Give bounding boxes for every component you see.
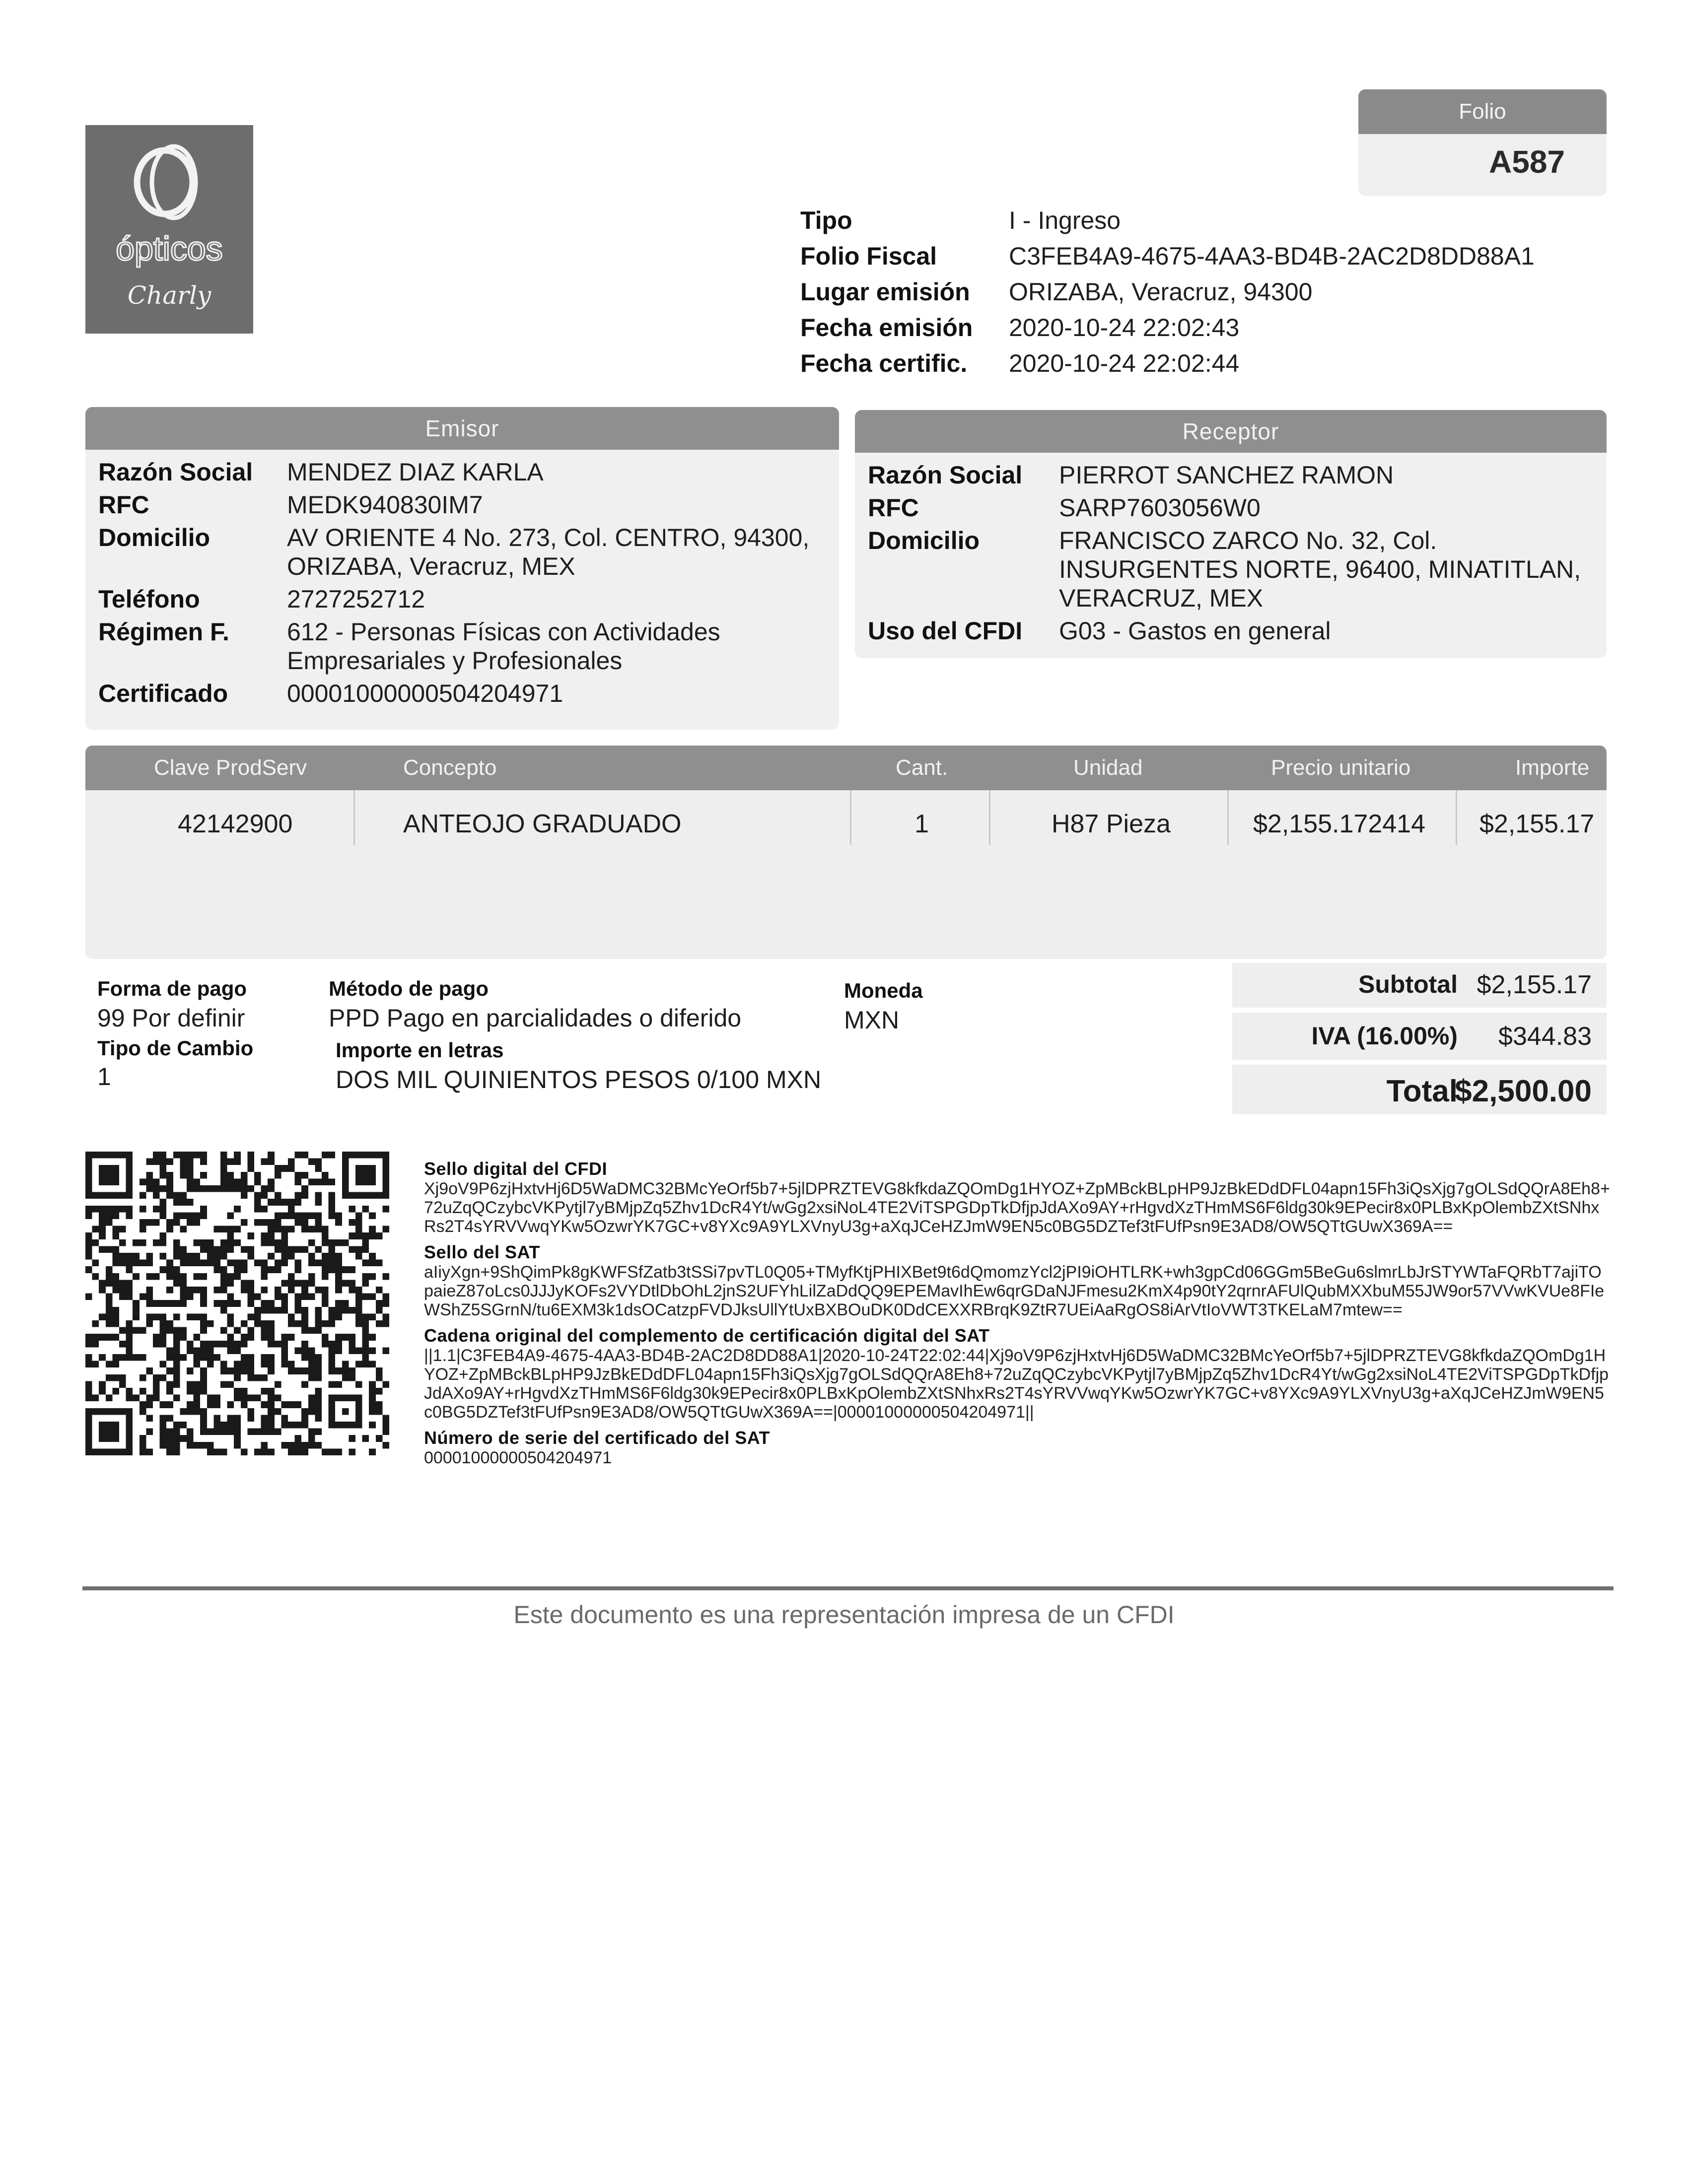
moneda-label: Moneda	[844, 979, 923, 1002]
header-value: C3FEB4A9-4675-4AA3-BD4B-2AC2D8DD88A1	[1009, 242, 1535, 270]
moneda-value: MXN	[844, 1006, 900, 1034]
header-value: 2020-10-24 22:02:44	[1009, 349, 1240, 377]
total-row	[1232, 1065, 1607, 1114]
emisor-value: 00001000000504204971	[287, 680, 563, 707]
emisor-value: 2727252712	[287, 585, 425, 613]
cell-importe: $2,155.17	[1479, 810, 1595, 838]
header-label: Lugar emisión	[800, 278, 970, 306]
sello-sat-title: Sello del SAT	[424, 1242, 540, 1262]
folio-label: Folio	[1358, 89, 1607, 134]
iva-label: IVA (16.00%)	[1311, 1022, 1458, 1050]
emisor-label: Certificado	[98, 680, 228, 707]
receptor-value: PIERROT SANCHEZ RAMON	[1059, 461, 1394, 489]
emisor-label: RFC	[98, 491, 149, 519]
digital-seals	[424, 1159, 1611, 1473]
header-value: I - Ingreso	[1009, 206, 1121, 234]
importe-letras-value: DOS MIL QUINIENTOS PESOS 0/100 MXN	[336, 1066, 822, 1093]
emisor-label: Domicilio	[98, 524, 211, 551]
emisor-label: Teléfono	[98, 585, 200, 613]
receptor-title: Receptor	[855, 410, 1607, 453]
total-label: Total	[1386, 1074, 1458, 1108]
iva-row	[1232, 1013, 1607, 1060]
header-label: Fecha certific.	[800, 349, 968, 377]
cell-cant: 1	[914, 810, 929, 838]
receptor-value: G03 - Gastos en general	[1059, 617, 1331, 645]
header-value: ORIZABA, Veracruz, 94300	[1009, 278, 1313, 306]
sello-cfdi-text: Xj9oV9P6zjHxtvHj6D5WaDMC32BMcYeOrf5b7+5jlDPRZTEVG8kfkdaZQOmDg1HYOZ+ZpMBckBLpHP9JzBkEDdDFL04apn15Fh3iQsXjg7gOLSdQQrA8Eh8+72uZqQCzybcVKPytjl7yBMjpZq5Zhv1DcR4Yt/wGg2xsiNoL4TE2ViTSPGDpTkDfjpJdAXo9AY+rHgvdXzTHmMS6F6ldg30k9EPecir8x0PLBxKpOlembZXtSNhxRs2T4sYRVVwqYKw5OzwrYK7GC+v8YXc9A9YLXVnyU3g+aXqJCeHZJmW9EN5c0BG5DZTef3tFUfPsn9E3AD8/OW5QTtGUwX369A==	[424, 1179, 1610, 1236]
logo-brand-text: ópticos	[116, 230, 223, 268]
col-header-cant: Cant.	[896, 755, 948, 780]
receptor-label: Razón Social	[868, 461, 1023, 489]
cell-concepto: ANTEOJO GRADUADO	[403, 810, 682, 838]
total-value: $2,500.00	[1455, 1074, 1592, 1108]
emisor-value: 612 - Personas Físicas con Actividades Empresariales y Profesionales	[287, 618, 720, 675]
subtotal-label: Subtotal	[1358, 970, 1458, 998]
logo-script-text: Charly	[127, 281, 211, 310]
receptor-label: Domicilio	[868, 527, 980, 554]
sello-sat-text: aIiyXgn+9ShQimPk8gKWFSfZatb3tSSi7pvTL0Q05+TMyfKtjPHIXBet9t6dQmomzYcl2jPI9iOHTLRK+wh3gpCd06GGm5BeGu6slmrLbJrSTYWTaFQRbT7ajiTOpaieZ87oLcs0JJJyKOFs2VYDtlDbOhL2jnS2UFYhLilZaDdQQ9EPEMavIhEw6qrGDaNJFmesu2KmX4p90tY2qrnrAFUlQubMXXbuM55JW9or57VVwKVUe8FIeWShZ5SGrnN/tu6EXM3k1dsOCatzpFVDJksUllYtUxBXBOuDK0DdCEXXRBrqK9ZtR7UEiAaRgOS8iArVtIoVWT3TKELaM7mtew==	[424, 1263, 1605, 1319]
receptor-label: RFC	[868, 494, 919, 522]
metodo-pago-label: Método de pago	[329, 977, 489, 1000]
emisor-title: Emisor	[85, 407, 839, 450]
emisor-value: AV ORIENTE 4 No. 273, Col. CENTRO, 94300, ORIZABA, Veracruz, MEX	[287, 524, 810, 580]
col-header-importe: Importe	[1515, 755, 1590, 780]
cadena-original-text: ||1.1|C3FEB4A9-4675-4AA3-BD4B-2AC2D8DD88A1|2020-10-24T22:02:44|Xj9oV9P6zjHxtvHj6D5WaDMC32BMcYeOrf5b7+5jlDPRZTEVG8kfkdaZQOmDg1HYOZ+ZpMBckBLpHP9JzBkEDdDFL04apn15Fh3iQsXjg7gOLSdQQrA8Eh8+72uZqQCzybcVKPytjl7yBMjpZq5Zhv1DcR4Yt/wGg2xsiNoL4TE2ViTSPGDpTkDfjpJdAXo9AY+rHgvdXzTHmMS6F6ldg30k9EPecir8x0PLBxKpOlembZXtSNhxRs2T4sYRVVwqYKw5OzwrYK7GC+v8YXc9A9YLXVnyU3g+aXqJCeHZJmW9EN5c0BG5DZTef3tFUfPsn9E3AD8/OW5QTtGUwX369A==|00001000000504204971||	[424, 1346, 1609, 1422]
col-header-unidad: Unidad	[1073, 755, 1143, 780]
header-label: Fecha emisión	[800, 314, 973, 341]
numero-serie-title: Número de serie del certificado del SAT	[424, 1428, 771, 1448]
cell-clave: 42142900	[178, 810, 293, 838]
forma-pago-label: Forma de pago	[97, 977, 247, 1000]
subtotal-row	[1232, 963, 1607, 1008]
importe-letras-label: Importe en letras	[336, 1038, 504, 1062]
totals-box	[1232, 963, 1607, 1114]
emisor-value: MEDK940830IM7	[287, 491, 483, 519]
iva-value: $344.83	[1498, 1022, 1592, 1051]
tipo-cambio-value: 1	[97, 1063, 111, 1091]
cadena-original-title: Cadena original del complemento de certificación digital del SAT	[424, 1325, 990, 1346]
payment-info	[0, 0, 1211, 1122]
numero-serie-text: 00001000000504204971	[424, 1448, 612, 1467]
cell-unidad: H87 Pieza	[1052, 810, 1171, 838]
col-header-clave: Clave ProdServ	[154, 755, 307, 780]
forma-pago-value: 99 Por definir	[97, 1004, 245, 1032]
header-label: Tipo	[800, 206, 852, 234]
folio-box	[1358, 89, 1607, 196]
header-value: 2020-10-24 22:02:43	[1009, 314, 1240, 341]
receptor-value: SARP7603056W0	[1059, 494, 1261, 522]
qr-code	[85, 1152, 389, 1455]
emisor-value: MENDEZ DIAZ KARLA	[287, 458, 544, 486]
emisor-label: Razón Social	[98, 458, 253, 486]
divider-line	[82, 1586, 1614, 1590]
col-header-precio: Precio unitario	[1271, 755, 1411, 780]
emisor-label: Régimen F.	[98, 618, 229, 646]
tipo-cambio-label: Tipo de Cambio	[97, 1036, 254, 1060]
receptor-value: FRANCISCO ZARCO No. 32, Col. INSURGENTES NORTE, 96400, MINATITLAN, VERACRUZ, MEX	[1059, 527, 1581, 612]
header-label: Folio Fiscal	[800, 242, 937, 270]
receptor-label: Uso del CFDI	[868, 617, 1023, 645]
sello-cfdi-title: Sello digital del CFDI	[424, 1159, 608, 1179]
cell-precio: $2,155.172414	[1253, 810, 1426, 838]
footer-note: Este documento es una representación impresa de un CFDI	[513, 1601, 1175, 1629]
folio-value: A587	[1489, 144, 1565, 180]
subtotal-value: $2,155.17	[1477, 970, 1592, 999]
col-header-concepto: Concepto	[403, 755, 497, 780]
metodo-pago-value: PPD Pago en parcialidades o diferido	[329, 1004, 742, 1032]
